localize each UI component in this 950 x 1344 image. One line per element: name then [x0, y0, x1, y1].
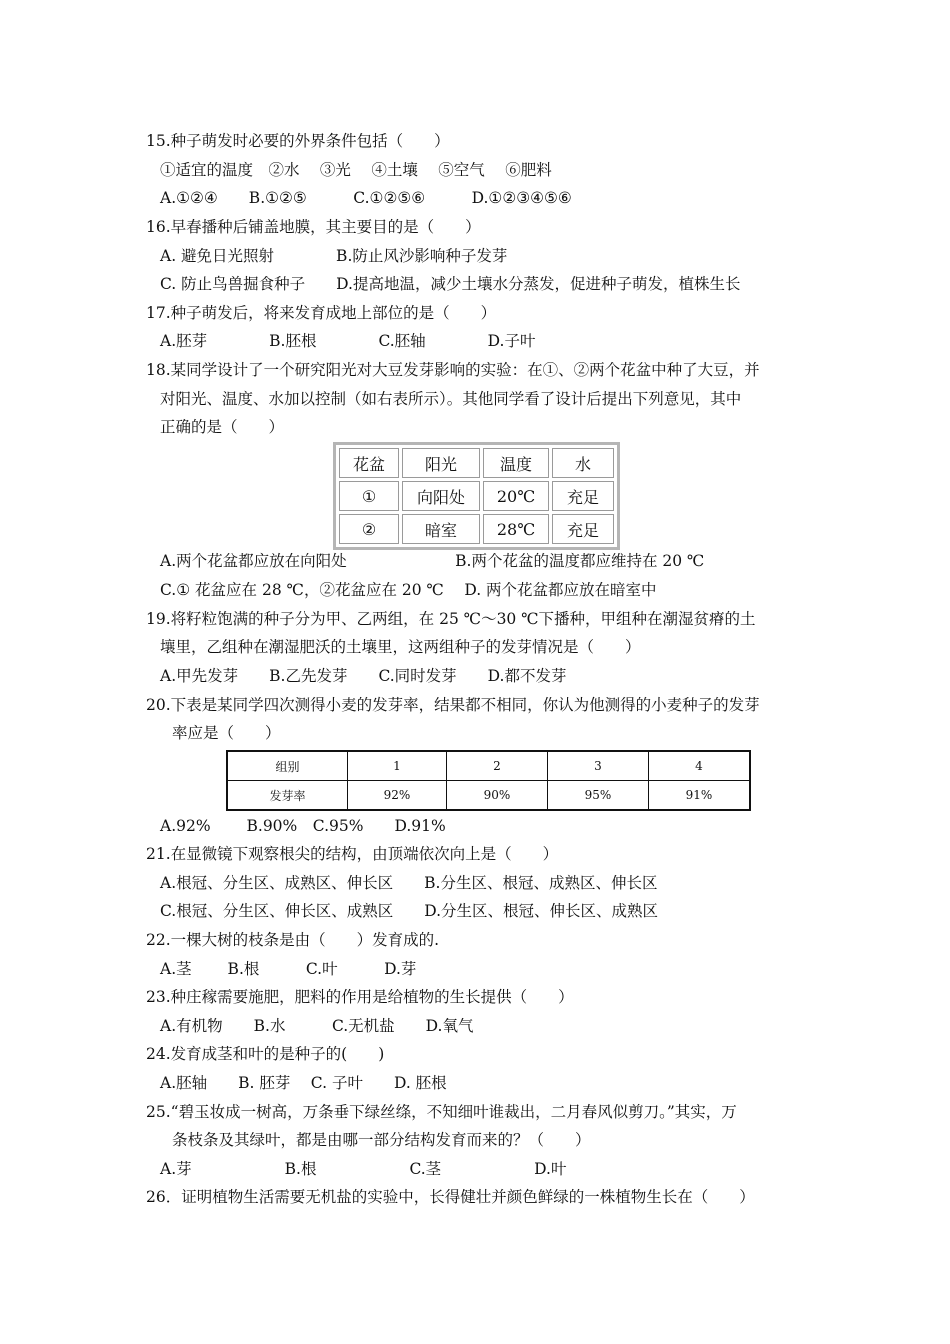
table-cell: 充足 [552, 514, 614, 544]
question-17-stem: 17.种子萌发后，将来发育成地上部位的是（ ） [146, 304, 497, 322]
table-row [227, 751, 750, 781]
table-row [339, 514, 614, 544]
table-row [227, 781, 750, 811]
question-15-stem: 15.种子萌发时必要的外界条件包括（ ） [146, 132, 450, 150]
table-header-cell: 发芽率 [227, 781, 348, 811]
table-cell: 1 [348, 751, 447, 781]
table-header-cell: 阳光 [402, 448, 480, 478]
table-cell: 91% [649, 781, 751, 811]
germination-rate-table [226, 750, 751, 811]
question-16-options-ab: A. 避免日光照射 B.防止风沙影响种子发芽 [160, 247, 508, 265]
question-26-stem: 26．证明植物生活需要无机盐的实验中，长得健壮并颜色鲜绿的一株植物生长在（ ） [146, 1188, 755, 1206]
question-20-options: A.92% B.90% C.95% D.91% [160, 817, 446, 835]
question-18-stem-line-2: 对阳光、温度、水加以控制（如右表所示）。其他同学看了设计后提出下列意见，其中 [160, 390, 742, 408]
question-24-stem: 24.发育成茎和叶的是种子的( ) [146, 1045, 385, 1063]
table-header-cell: 花盆 [339, 448, 399, 478]
table-cell: 4 [649, 751, 751, 781]
question-20-stem-line-1: 20.下表是某同学四次测得小麦的发芽率，结果都不相同，你认为他测得的小麦种子的发芽 [146, 696, 760, 714]
question-19-options: A.甲先发芽 B.乙先发芽 C.同时发芽 D.都不发芽 [160, 667, 567, 685]
table-header-row [339, 448, 614, 478]
table-cell: 90% [447, 781, 548, 811]
question-16-stem: 16.早春播种后铺盖地膜，其主要目的是（ ） [146, 218, 481, 236]
table-cell: 3 [548, 751, 649, 781]
question-21-options-cd: C.根冠、分生区、伸长区、成熟区 D.分生区、根冠、伸长区、成熟区 [160, 902, 659, 920]
table-header-cell: 组别 [227, 751, 348, 781]
table-cell: 向阳处 [402, 481, 480, 511]
table-cell: 92% [348, 781, 447, 811]
table-header-cell: 水 [552, 448, 614, 478]
question-19-stem-line-1: 19.将籽粒饱满的种子分为甲、乙两组，在 25 ℃～30 ℃下播种，甲组种在潮湿贫瘠的土 [146, 610, 756, 628]
question-15-options: A.①②④ B.①②⑤ C.①②⑤⑥ D.①②③④⑤⑥ [160, 189, 572, 207]
question-22-stem: 22.一棵大树的枝条是由（ ）发育成的. [146, 931, 440, 949]
table-cell: 充足 [552, 481, 614, 511]
table-cell: 95% [548, 781, 649, 811]
question-18-options-ab: A.两个花盆都应放在向阳处 B.两个花盆的温度都应维持在 20 ℃ [160, 552, 705, 570]
question-19-stem-line-2: 壤里，乙组种在潮湿肥沃的土壤里，这两组种子的发芽情况是（ ） [160, 638, 641, 656]
table-cell: ① [339, 481, 399, 511]
table-cell: ② [339, 514, 399, 544]
question-20-stem-line-2: 率应是（ ） [172, 724, 281, 742]
question-22-options: A.茎 B.根 C.叶 D.芽 [160, 960, 417, 978]
table-cell: 暗室 [402, 514, 480, 544]
question-18-options-cd: C.① 花盆应在 28 ℃，②花盆应在 20 ℃ D. 两个花盆都应放在暗室中 [160, 581, 657, 599]
question-16-options-cd: C. 防止鸟兽掘食种子 D.提高地温，减少土壤水分蒸发，促进种子萌发，植株生长 [160, 275, 741, 293]
flowerpot-table [333, 442, 620, 550]
question-21-options-ab: A.根冠、分生区、成熟区、伸长区 B.分生区、根冠、成熟区、伸长区 [160, 874, 658, 892]
question-21-stem: 21.在显微镜下观察根尖的结构，由顶端依次向上是（ ） [146, 845, 559, 863]
question-25-stem-line-2: 条枝条及其绿叶，都是由哪一部分结构发育而来的？（ ） [172, 1131, 591, 1149]
question-23-options: A.有机物 B.水 C.无机盐 D.氧气 [160, 1017, 474, 1035]
question-23-stem: 23.种庄稼需要施肥，肥料的作用是给植物的生长提供（ ） [146, 988, 574, 1006]
question-25-options: A.芽 B.根 C.茎 D.叶 [160, 1160, 567, 1178]
table-cell: 20℃ [483, 481, 549, 511]
table-row [339, 481, 614, 511]
question-15-items: ①适宜的温度 ②水 ③光 ④土壤 ⑤空气 ⑥肥料 [160, 161, 552, 179]
question-17-options: A.胚芽 B.胚根 C.胚轴 D.子叶 [160, 332, 536, 350]
table-cell: 2 [447, 751, 548, 781]
question-25-stem-line-1: 25.“碧玉妆成一树高，万条垂下绿丝绦，不知细叶谁裁出，二月春风似剪刀。”其实，万 [146, 1103, 737, 1121]
question-18-stem-line-1: 18.某同学设计了一个研究阳光对大豆发芽影响的实验：在①、②两个花盆中种了大豆，并 [146, 361, 760, 379]
table-cell: 28℃ [483, 514, 549, 544]
table-header-cell: 温度 [483, 448, 549, 478]
question-18-stem-line-3: 正确的是（ ） [160, 418, 285, 436]
question-24-options: A.胚轴 B. 胚芽 C. 子叶 D. 胚根 [160, 1074, 447, 1092]
